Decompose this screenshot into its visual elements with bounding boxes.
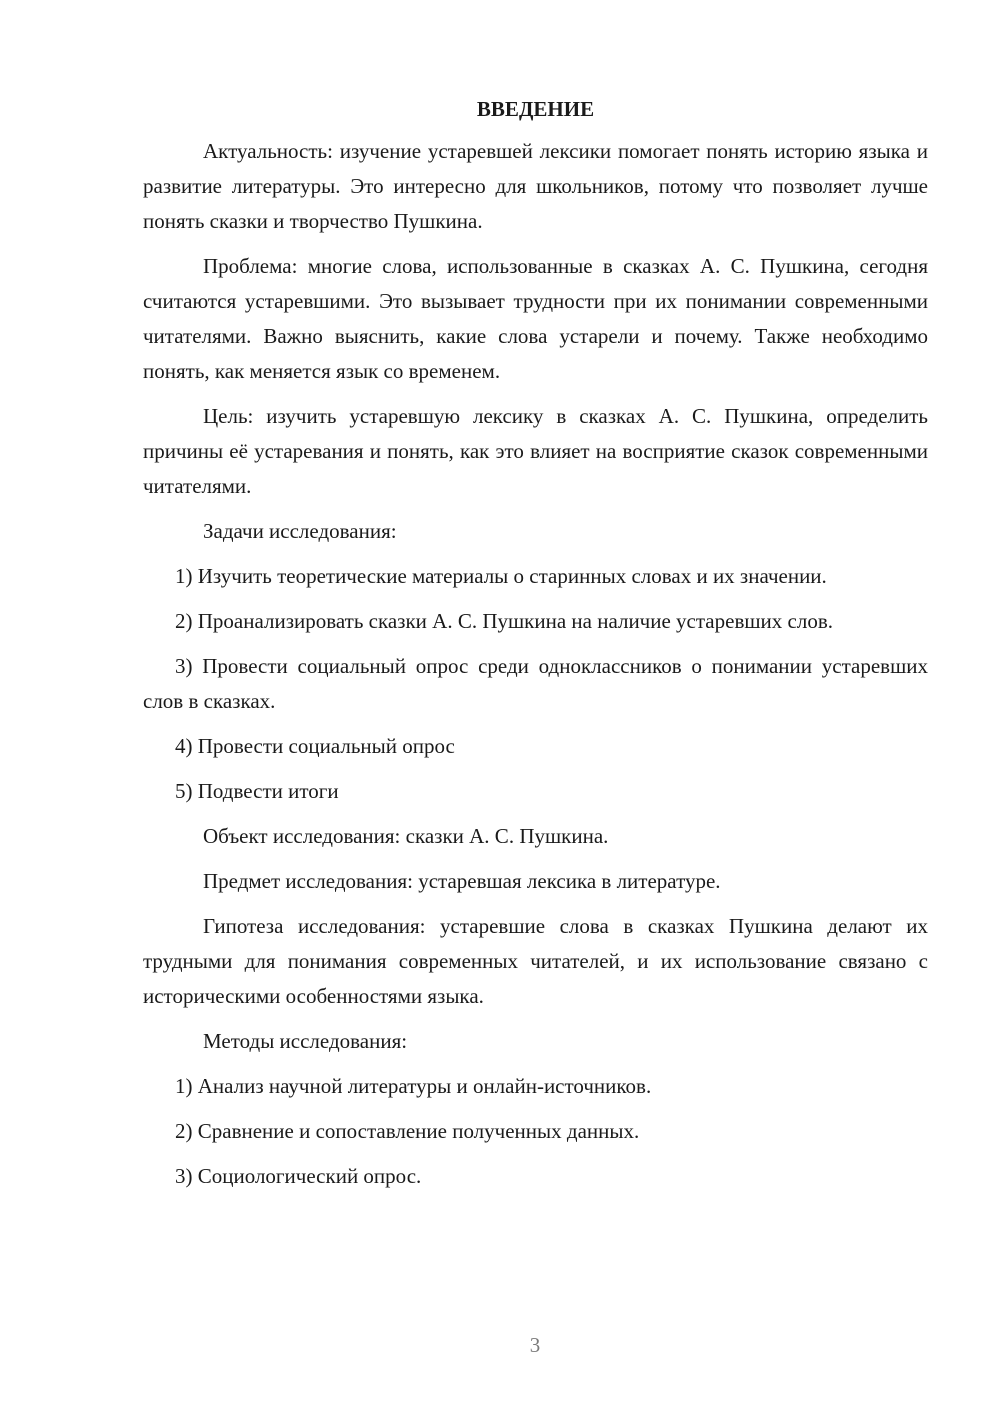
methods-heading: Методы исследования: [203, 1029, 408, 1053]
subject-paragraph: Предмет исследования: устаревшая лексика в литературе. [203, 869, 721, 893]
method-item: 3) Социологический опрос. [175, 1164, 422, 1188]
goal-paragraph: Цель: изучить устаревшую лексику в сказках А. С. Пушкина, определить причины её устаревания и понять, как это влияет на восприятие сказок современными читателями. [143, 404, 928, 498]
relevance-paragraph: Актуальность: изучение устаревшей лексики помогает понять историю языка и развитие литературы. Это интересно для школьников, потому что позволяет лучше понять сказки и творчество Пушкина. [143, 139, 928, 233]
page-number: 3 [529, 1333, 541, 1357]
document-page [143, 92, 928, 1204]
tasks-heading: Задачи исследования: [203, 519, 397, 543]
task-item: 3) Провести социальный опрос среди одноклассников о понимании устаревших слов в сказках. [143, 654, 928, 713]
task-item: 2) Проанализировать сказки А. С. Пушкина на наличие устаревших слов. [175, 609, 833, 633]
task-item: 4) Провести социальный опрос [175, 734, 455, 758]
method-item: 1) Анализ научной литературы и онлайн-источников. [175, 1074, 652, 1098]
method-item: 2) Сравнение и сопоставление полученных данных. [175, 1119, 640, 1143]
hypothesis-paragraph: Гипотеза исследования: устаревшие слова в сказках Пушкина делают их трудными для понимания современных читателей, и их использование связано с историческими особенностями языка. [143, 914, 928, 1008]
task-item: 5) Подвести итоги [175, 779, 339, 803]
section-title: ВВЕДЕНИЕ [476, 97, 595, 121]
object-paragraph: Объект исследования: сказки А. С. Пушкина. [203, 824, 609, 848]
task-item: 1) Изучить теоретические материалы о старинных словах и их значении. [175, 564, 827, 588]
problem-paragraph: Проблема: многие слова, использованные в сказках А. С. Пушкина, сегодня считаются устаревшими. Это вызывает трудности при их понимании современными читателями. Важно выяснить, какие слова устарели и почему. Также необходимо понять, как меняется язык со временем. [143, 254, 928, 383]
